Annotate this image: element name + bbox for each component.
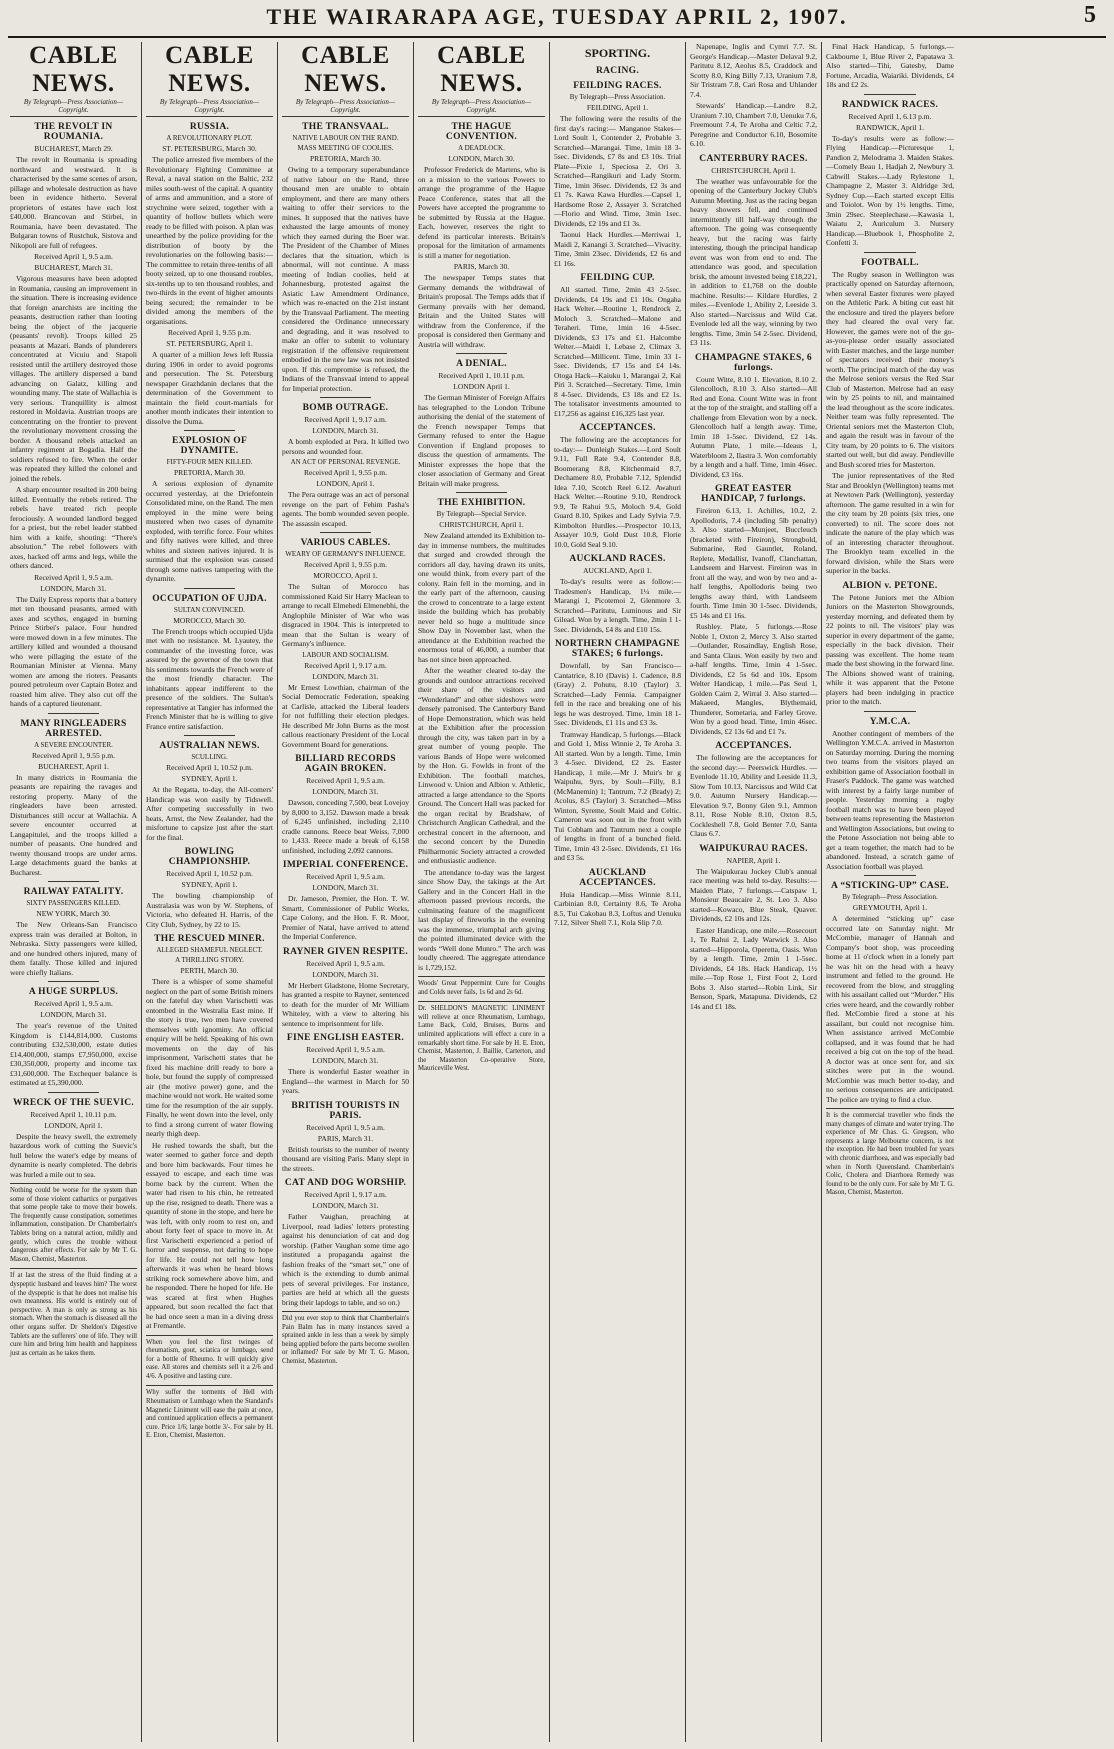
dateline: FEILDING, April 1.: [586, 103, 649, 112]
masthead-title: THE WAIRARAPA AGE, TUESDAY APRIL 2, 1907.: [266, 4, 848, 29]
article-text: Napenape, Inglis and Cymri 7.7. St. George's Handicap.—Master Delaval 9.2, Paritutu 8.12, Aeolus 8.5, Craddock and Scotty 8.0, King Billy 7.13, Uranium 7.8, Sir Tristram 7.8, Cari Rosa and Uhlander 7.4.: [690, 42, 817, 99]
article-text: The police arrested five members of the Revolutionary Fighting Committee at Reval, a naval station on the Baltic, 232 miles south-west of the capital. A quantity of arms and ammunition, and a store of strychnine were seized, together with a quantity of hollow bullets which were ready to be filled with poison. A plan was unearthed by the police providing for the distribution of booty by the revolutionaries on the following basis:—The committee to retain three-tenths of all booty seized, up to one thousand roubles, six-tenths up to ten thousand roubles, and two-thirds in the event of higher amounts being secured; the remainder to be divided among the members of the organisations.: [146, 155, 273, 326]
article-heading: A HUGE SURPLUS.: [28, 987, 119, 997]
article-text: Despite the heavy swell, the extremely hazardous work of cutting the Suevic's hull below the water's edge by means of dynamite is nearly completed. The debris was hurled a mile out to sea.: [10, 1131, 137, 1179]
received-line: Received April 1, 9.5 a.m.: [306, 958, 385, 968]
section-heading: SPORTING.: [584, 46, 651, 60]
column-7: [822, 42, 958, 1742]
divider: [320, 397, 371, 398]
article-text: The Waipukurau Jockey Club's annual race meeting was held to-day. Results:— Maiden Plate, 7 furlongs.—Catspaw 1, Monsieur Beaucaire 2, St. Leo 3. Also started—Kowaco, Blue Steak, Quaver. Dividends, £2 10s and 12s.: [690, 866, 817, 923]
article-text: The junior representatives of the Red Star and Brooklyn (Wellington) teams met at Newtown Park (Wellington), yesterday afternoon. The game resulted in a win for the city team by 20 points (six tries, one converted) to nil. The score does not indicate the nature of the play which was of an interesting character throughout. The Brooklyn team excelled in the forward division, while the Stars were superior in the backs.: [826, 471, 954, 575]
dateline: PARIS, March 31.: [317, 1133, 374, 1143]
article-text: Another contingent of members of the Wellington Y.M.C.A. arrived in Masterton on Saturday morning. During the morning two teams from the visitors played an exhibition game of Association football in Fraser's Paddock. The game was watched with interest by a fairly large number of people. Yesterday morning a rugby football match was to have been played between teams representing the Masterton and Wellington Associations, but owing to the Petone Association not being able to get a team together, the match had to be abandoned. Instead, a scratch game of Association football was played.: [826, 728, 954, 871]
divider: [456, 492, 507, 493]
article-text: He rushed towards the shaft, but the water seemed to gather force and depth and bore him backwards. Four times he essayed to escape, and each time was borne back by the current. When the water had risen to his chin, he retreated up the rise, resigned to death. There was a quantity of stone in the stope, and here he was left, with only room to rest on, and about forty feet of space to move in. At first Varischetti experienced a period of horror and suspense, not daring to hope for life. He could not tell how long afterwards it was when he heard blows striking rock somewhere above him, and he responded. There he hoped for life. He was scared at first when Hughes appeared, but soon recalled the fact that he had once seen a man in a diving dress at Fremantle.: [146, 1140, 273, 1330]
article-heading: THE TRANSVAAL.: [302, 122, 389, 132]
advertisement: Nothing could be worse for the system than some of those violent cathartics or purgatives that some people take to move their bowels. The frequently cause constipation, sometimes inflammation, constipation. Dr Chamberlain's Tablets bring on a natural action, mildly and gently, which cures the trouble without dangerous after effects. For sale by Mr T. G. Mason, Chemist, Masterton.: [10, 1183, 137, 1264]
received-line: Received April 1, 10.52 p.m.: [166, 869, 253, 878]
article-heading: Y.M.C.A.: [869, 716, 911, 727]
article-text: Easter Handicap, one mile.—Rosecourt 1, Te Rahui 2, Lady Warwick 3. Also started—Hipporola, Operetta, Oasis. Won by a length. Time, 2min 1 1-5sec. Dividends, £4 18s. Hack Handicap, 1½ mile.—Top Rose 1, First Foot 2, Lord Bobs 3. Also started—Robin Link, Sir Benson, Spark, Matapuna. Dividends, £2 14s and £1 18s.: [690, 925, 817, 1011]
article-text: Father Vaughan, preaching at Liverpool, read ladies' letters protesting against his denunciation of cat and dog worship. (Father Vaughan some time ago instituted a propaganda against the fashion freaks of the “smart set,” one of which is the extending to dumb animal pets of several privileges. For instance, parties are held at which all the guests bring their lapdogs to table, and so on.): [282, 1212, 409, 1307]
divider: [864, 875, 915, 876]
received-line: Received April 1, 9.17 a.m.: [304, 1190, 387, 1199]
dateline: NEW YORK, March 30.: [36, 909, 111, 918]
page-number: 5: [1084, 2, 1096, 28]
article-text: The Petone Juniors met the Albion Juniors on the Masterton Showgrounds, yesterday morning, and defeated them by 22 points to nil. The visitors' play was superior in every department of the game, especially in the back division. Their passing was excellent. The home team made the best showing in the forward line. The Albions showed want of training, while it was apparent that the Petone players had been indulging in practice prior to the match.: [826, 592, 954, 706]
column-4: [414, 42, 550, 1742]
dateline: LONDON, March 30.: [448, 154, 515, 163]
article-text: Rushley. Plate, 5 furlongs.—Rose Noble 1, Oxton 2, Mercy 3. Also started—Outlander, Rosaindlay, English Rose, and Santa Claus. Won easily by two and a-half lengths. Time, 1min 4 1-5sec. Dividends, £2 5s 6d and 10s. Epsom Welter Handicap, 1 mile.—Pas Seul 1, Golden Cairn 2, Wirral 3. Also started—Makaeed, Mangles, Blythemaid, Thunderer, Sometaria, and Farley Grove. Won by a good head. Time, 1min 46sec. Dividends, £2 13s 6d and £1 7s.: [690, 622, 817, 736]
article-text: In many districts in Roumania the peasants are repairing the ravages and restoring property. Many of the ringleaders have been arrested. Disturbances still occur at Wallachia. A severe encounter occurred at Langapitulei, and the troops killed a number of peasants. One hundred and twenty thousand troops are under arms. Large detachments guard the banks at Bucharest.: [10, 772, 137, 877]
article-text: A determined “sticking up” case occurred late on Saturday night. Mr McCombie, manager of Hannah and Company's boot shop, was proceeding home at 11 o'clock when in a lonely part he was hit on the head with a heavy instrument and felled to the ground. He recovered from the blow, and struggling with his assailant called out “Murder.” His cries were heard, and the cowardly robber fled. McCombie fired a stone at his assailant, but could not recognise him. When assistance arrived McCombie collapsed, and it was found that he had received a big cut on the top of the head. A doctor was at once sent for, and six stitches were put in the wound. McCombie was much better to-day, and no serious consequences are anticipated. The police are trying to find a clue.: [826, 914, 954, 1104]
article-text: The Sultan of Morocco has commissioned Kaid Sir Harry Maclean to arrange to recall Elmehedi Elmenebhi, the Anglophile Minister of War who was disgraced in 1904. This is interpreted to mean that the Sultan is weary of Germany's influence.: [282, 582, 409, 648]
article-heading: CANTERBURY RACES.: [699, 153, 808, 164]
column-byline: By Telegraph—Press Association—Copyright.: [146, 98, 273, 117]
article-text: The weather was unfavourable for the opening of the Canterbury Jockey Club's Autumn Meeting. Just as the racing began heavy showers fell, and continued intermittently till half-way through the afternoon. The going was consequently heavy, but the racing was fairly interesting, though the principal handicap event was won from end to end. The attendance was good, and speculation brisk, the amount invested being £18,221, in addition to £1,768 on the double machine. Results:— Kildare Hurdles, 2 miles.—Evenlode 1, Ability 2, Leeside 3. Also started—Narcissus and Wild Cat. Evenlode led all the way, winning by two lengths. Time, 3min 54 2-5sec. Dividend, £3 11s.: [690, 176, 817, 347]
article-heading: IMPERIAL CONFERENCE.: [282, 860, 409, 870]
dateline: LONDON April 1.: [453, 382, 510, 391]
article-heading: FOOTBALL.: [861, 257, 919, 268]
article-text: Vigorous measures have been adopted in Roumania, causing an improvement in the situation. There is increasing evidence that foreign anarchists are inciting the peasants, destruction rather than looting being the object of the jacquerie (peasants' revolt). Troops killed 25 peasants at Mazari. Bands of plunderers concentrated at Vicuiu and Stapoli resisted until the artillery destroyed those villages. The artillery dispersed a band advancing on Galatz, killing and wounding many. The state of Wallachia is very serious. Tranquillity is almost restored in Moldavia. Austrian troops are concentrating on the frontier to prevent the revolutionary movement crossing the border. A thousand rebels attacked an infantry regiment at Bogadia. Half the soldiers refused to fire. When the order was repeated they killed the colonel and joined the rebels.: [10, 274, 137, 483]
dateline: LONDON, March 31.: [312, 1201, 379, 1210]
article-subheading: MASS MEETING OF COOLIES.: [297, 144, 394, 152]
article-text: There is wonderful Easter weather in England—the warmest in March for 50 years.: [282, 1067, 409, 1095]
article-subheading: AN ACT OF PERSONAL REVENGE.: [290, 458, 401, 466]
article-heading: GREAT EASTER HANDICAP, 7 furlongs.: [701, 484, 806, 504]
article-text: The following are the acceptances for to-day:— Dunleigh Stakes.—Lord Soult 9.11, Full Rate 9.4, Contender 8.8, Boomerang 8.8, Kitchenmaid 8.7, Dechamere 8.0, Probable 7.12, Splendid Idea 7.10, Scotch Reel 6.12. Awahuri Hack Welter.—Routine 9.10, Rendrock 9.9, Te Rahui 9.5, Moloch 9.4, Gold Guard 8.10, Spikes and Lady Sylvia 7.9. Kimbolton Hurdles.—Prospector 10.13, Assayer 10.9, Gold Dust 10.8, Florie 10.0, Gold Seal 9.10.: [554, 435, 681, 549]
article-heading: THE REVOLT IN ROUMANIA.: [34, 122, 113, 142]
divider: [456, 353, 507, 354]
dateline: LONDON, March 31.: [312, 969, 379, 979]
article-subheading: A DEADLOCK.: [458, 144, 505, 152]
masthead-rule: [8, 36, 1106, 38]
section-subheading: RACING.: [595, 66, 639, 76]
column-6: [686, 42, 822, 1742]
article-subheading: By Telegraph—Press Association.: [842, 893, 938, 901]
article-text: The attendance to-day was the largest since Show Day, the takings at the Art Gallery and in the Concert Hall in the afternoon passed previous records, the culminating feature of the magnificent last display of fireworks in the evening was the immense, triumphal arch giving the pointed illuminated device with the words “Well done Munro.” The arch was loudly cheered. The aggregate attendance is 1,729,152.: [418, 867, 545, 972]
received-line: Received April 1, 9.55 p.m.: [304, 468, 387, 477]
article-subheading: A REVOLUTIONARY PLOT.: [166, 134, 253, 142]
advertisement: When you feel the first twinges of rheumatism, gout, sciatica or lumbago, send for a bottle of Rheumo. It will quickly give ease. All stores and chemists sell it a 2/6 and 4/6. A positive and lasting cure.: [146, 1335, 273, 1382]
article-heading: WRECK OF THE SUEVIC.: [12, 1097, 135, 1108]
dateline: LONDON, March 31.: [312, 883, 379, 892]
article-text: Stewards' Handicap.—Landre 8.2, Uranium 7.10, Chambert 7.0, Uenuku 7.6, Freemount 7.4, Te Aroha and Celtic 7.2, Peregrine and Conductor 6.10, Bosomite 6.10.: [690, 101, 817, 148]
received-line: Received April 1, 10.11 p.m.: [438, 371, 525, 380]
divider: [184, 588, 235, 589]
dateline: BUCHAREST, April 1.: [38, 761, 109, 771]
article-text: All started. Time, 2min 43 2-5sec. Dividends, £4 19s and £1 10s. Ongaha Hack Welter.—Routine 1, Rendrock 2, Moloch 3. Scratched—Malone and Teraheri. Time, 1min 16 4-5sec. Dividends, £3 17s and £1. Halcombe Welter.—Maidi 1, Lebase 2, Climax 3. Scratched—Millicent. Time, 1min 33 1-5sec. Dividends, £7 15s and £4 14s. Otoga Hack—Kaiuku 1, Marangai 2, Kai Piri 3. Scratched—Secretary. Time, 1min 8 4-5sec. Dividends, £3 18s and £2 1s. The totalisator investments amounted to £17,256 as against £16,325 last year.: [554, 285, 681, 418]
article-text: Taonui Hack Hurdles.—Merriwai 1, Maidi 2, Kanangi 3. Scratched—Vivacity. Time, 3min 23sec. Dividends, £2 6s and £1 16s.: [554, 230, 681, 268]
article-heading: RAYNER GIVEN RESPITE.: [283, 946, 408, 957]
article-text: The newspaper Temps states that Germany demands the withdrawal of Britain's proposal. The Temps adds that if Germany prevails with her demand, Britain and the United States will withdraw from the Conference, if the proposal is considered then Germany and Austria will withdraw.: [418, 273, 545, 349]
article-subheading: FIFTY-FOUR MEN KILLED.: [166, 458, 253, 466]
divider: [184, 735, 235, 736]
article-text: Final Hack Handicap, 5 furlongs.—Cakbourne 1, Blue River 2, Papatawa 3. Also started—Tihi, Gatesby, Dame Fortune, Arcadia, Waiariki. Dividends, £4 18s and £2 2s.: [826, 42, 954, 89]
column-byline: By Telegraph—Press Association—Copyright.: [10, 98, 137, 117]
dateline: LONDON, April 1.: [44, 1120, 103, 1130]
column-heading: CABLE NEWS.: [165, 42, 254, 97]
dateline: MOROCCO, April 1.: [313, 571, 378, 580]
article-text: The following were the results of the first day's racing:— Manganoe Stakes—Lord Soult 1, Contender 2, Probable 3. Scratched—Marangai. Time, 1min 18 3-5sec. Dividends, £7 8s and £3 10s. Trial Plate—Pixie 1, Speciosa 2, Ori 3. Scratched—Rangikuri and Lady Storm. Time, 1min 36sec. Dividends, £2 3s and £1 7s. Kawa Kawa Hurdles.—Capsel 1, Hardsome Rose 2, Assayer 3. Scratched—Florio and Wind. Time, 3min 1sec. Dividends, £2 19s and £1 3s.: [554, 114, 681, 228]
divider: [48, 713, 99, 714]
dateline: SYDNEY, April 1.: [181, 880, 238, 889]
article-heading: FEILDING CUP.: [580, 273, 655, 283]
article-text: A quarter of a million Jews left Russia during 1906 in order to avoid pogroms and persecution. The St. Petersburg newspaper Grazhdanin declares that the determination of the Government to maintain the field court-martials for another month indicates their intention to dissolve the Duma.: [146, 350, 273, 426]
columns: [6, 42, 1108, 1742]
article-text: To-day's results were as follow:— Tradesmen's Handicap, 1¼ mile.—Marangi 1, Picotemoi 2, Glenmore 3. Scratched—Paritutu, Luminous and Sir Gilead. Won by a length. Time, 2min 1 1-5sec. Dividends, £4 8s and £10 15s.: [554, 577, 681, 634]
dateline: CHRISTCHURCH, April 1.: [439, 520, 524, 529]
article-text: The following are the acceptances for the second day:— Peerswick Hurdles. — Evenlode 11.10, Ability and Leeside 11.3, Slow Tom 10.13, Narcissus and Wild Cat 9.0. Autumn Nursery Handicap.—Elevation 9.7, Bonny Glen 9.1, Ammon 8.11, Rose Noble 8.10, Oxton 8.5, Cockleshell 7.8, Gold Benter 7.0, Santa Claus 6.7.: [690, 753, 817, 838]
article-heading: AUCKLAND RACES.: [569, 554, 666, 564]
received-line: Received April 1, 6.13 p.m.: [848, 111, 932, 121]
article-heading: CAT AND DOG WORSHIP.: [284, 1178, 407, 1188]
article-heading: BILLIARD RECORDS AGAIN BROKEN.: [295, 754, 396, 774]
advertisement: If at last the stress of the fluid finding at a dyspeptic husband and leaves him? The worst of the dyspeptic is that he does not realise his own meanness. His world is entirely out of perspective. A man is only as strong as his stomach. When the stomach is diseased all the other organs suffer. Dr Sheldon's Digestive Tablets are the sufferers' one of life. They will cure him and bring him health and happiness just as certain as he takes them.: [10, 1268, 137, 1358]
article-text: The bowling championship of Australasia was won by W. Stephens, of Victoria, who defeated H. Harris, of the City Club, Sydney, by 22 to 15.: [146, 891, 273, 929]
divider: [48, 1092, 99, 1093]
dateline: LONDON, April 1.: [316, 479, 375, 488]
article-subheading: NATIVE LABOUR ON THE RAND.: [292, 134, 399, 142]
article-heading: BOWLING CHAMPIONSHIP.: [168, 847, 251, 867]
article-heading: ACCEPTANCES.: [579, 423, 656, 433]
received-line: Received April 1, 9.17 a.m.: [304, 415, 387, 424]
article-subheading: ALLEGED SHAMEFUL NEGLECT.: [156, 946, 263, 954]
article-heading: CHAMPAGNE STAKES, 6 furlongs.: [695, 352, 812, 373]
divider: [864, 711, 915, 712]
article-text: Tramway Handicap, 5 furlongs.—Black and Gold 1, Miss Winnie 2, Te Aroha 3. All started. Won by a length. Time, 1min 3 4-5sec. Dividend, £2 2s. Easter Handicap, 1 mile.—Mr J. Muir's br g Waipuhu, 9yrs, by Soult—Filly, 8.1 (McManemin) 1; Tantrum, 7.2 (Brady) 2; Acolus, 8.5 (Taylor) 3. Scratched—Miss Winton, Syreme, Soult Maid and Celtic. Cameron was soon out in the front with Tui Cobham and Tantrum next a couple of lengths in front of a bunched field. Time, 1min 43 2-5sec. Dividends, £1 16s and £3 5s.: [554, 729, 681, 862]
column-3: [278, 42, 414, 1742]
article-text: At the Regatta, to-day, the All-comers' Handicap was won easily by Tidswell. After competing successfully in two heats, Arnst, the New Zealander, had the misfortune to capsize just after the start for the final.: [146, 785, 273, 842]
article-text: Fireiron 6.13, 1. Achilles, 10.2, 2. Apollodoris, 7.4 (including 5lb penalty) 3. Also started—Munjeet, Buccleuch (bracketed with Fireiron), Strongbold, Submarine, Red Gauntlet, Roland, Replete, Medallist, Ivanoff, Clanchattan, Landseem and Harvest. Fireiron was in front all the way, and won by two and a-half lengths, Apollodoris being two lengths away third, with Landseem fourth. Time 1min 30 1-5sec. Dividends, £5 14s and £1 16s.: [690, 506, 817, 620]
article-text: The Rugby season in Wellington was practically opened on Saturday afternoon, when several Easter fixtures were played on the Athletic Park. A biting cut east hit the enclosure and tired the players before they had cleared the oval very far. However, the games were not of the go-as-you-please order usually associated with Easter matches, and the large number of spectators received their money's worth. The principal match of the day was the Melrose seniors versus the Red Star Club of Masterton. Melrose had an easy win by 25 points to nil, and maintained the lead throughout as the score indicates. Neither team was fully represented. The Oriental seniors met the Masterton Club, and again the result was in favour of the City team, by 20 points to 6. The visitors started out well, but did away. Pendleville and Bush scored tries for Masterton.: [826, 269, 954, 469]
article-heading: A DENIAL.: [456, 359, 507, 369]
article-subheading: SIXTY PASSENGERS KILLED.: [26, 899, 121, 907]
article-text: A serious explosion of dynamite occurred yesterday, at the Driefontein Consolidated mine, on the Rand. The men employed in the mine were being mustered when two cases of dynamite exploded, with terrific force. Four whites and fifty natives were killed, and three whites and sixteen natives injured. It is surmised that the explosion was caused through some natives tampering with the dynamite.: [146, 479, 273, 583]
article-heading: RUSSIA.: [189, 122, 230, 132]
dateline: RANDWICK, April 1.: [856, 122, 924, 132]
article-heading: THE RESCUED MINER.: [154, 934, 265, 944]
received-line: Received April 1, 9.5 a.m.: [306, 1122, 385, 1132]
received-line: Received April 1, 9.55 p.m.: [304, 560, 387, 569]
divider: [184, 430, 235, 431]
article-subheading: A THRILLING STORY.: [175, 956, 244, 964]
advertisement: It is the commercial traveller who finds the many changes of climate and water trying. The experience of Mr Chas. G. Gregson, who represents a large Melbourne concern, is not the exception. He had been troubled for years with chronic diarrhoea, and was especially bad when in North Queensland. Chamberlain's Colic, Cholera and Diarrhoea Remedy was found to be the only cure. For sale by Mr T. G. Mason, Chemist, Masterton.: [826, 1108, 954, 1198]
article-subheading: LABOUR AND SOCIALISM.: [302, 650, 389, 659]
dateline: LONDON, March 31.: [312, 1056, 379, 1065]
article-text: The New Orleans-San Francisco express train was derailed at Bolton, in Nebraska. Sixty passengers were killed, and one hundred others injured, many of them fatally. Those killed and injured were chiefly Italians.: [10, 920, 137, 977]
article-text: To-day's results were as follow:— Flying Handicap.—Picturesque 1, Pandion 2, Melodrama 3. Maiden Stakes.—Comely Beau 1, Hadjah 2, Newbury 3. Cabwill Stakes.—Lady Rylestone 1, Champagne 2, Master 3. Aldridge 3rd, Sydney Cup.—Each started except Ellis and Toiolot. Won by 1½ lengths. Time, 3min 29sec. Steeplechase.—Kawasia 1, Waiatu 2, Auriculum 3. Nursery Handicap.—Bluebook 1, Phospholite 2, Confetti 3.: [826, 133, 954, 247]
dateline: PRETORIA, March 30.: [173, 468, 246, 477]
dateline: CHRISTCHURCH, April 1.: [711, 165, 796, 175]
article-text: Mr Herbert Gladstone, Home Secretary, has granted a respite to Rayner, sentenced to death for the murder of Mr William Whiteley, with a view to altering his sentence to imprisonment for life.: [282, 980, 409, 1028]
column-heading: CABLE NEWS.: [301, 42, 390, 97]
divider: [864, 252, 915, 253]
divider: [320, 532, 371, 533]
article-subheading: By Telegraph—Press Association.: [569, 93, 666, 101]
article-heading: OCCUPATION OF UJDA.: [152, 593, 267, 604]
article-text: Downfall, by San Francisco—Cantatrice, 8.10 (Davis) 1. Cadence, 8.8 (Gray) 2. Pohutu, 8.10 (Taylor) 3. Scratched—Lady Fennia. Campaigner fell in the race and breaking one of his legs he was destroyed. Time, 1min 18 1-5sec. Dividends, £1 11s and £3 3s.: [554, 661, 681, 727]
article-heading: AUCKLAND ACCEPTANCES.: [579, 867, 656, 888]
dateline: LONDON, March 31.: [40, 1010, 107, 1019]
dateline: PARIS, March 30.: [453, 262, 510, 271]
article-heading: WAIPUKURAU RACES.: [699, 843, 808, 854]
article-text: Count Witte, 8.10 1. Elevation, 8.10 2. Glencolloch, 8.10 3. Also started—All Red and Eona. Count Witte was in front at the top of the straight, and stalling off a challenge from Elevation won by a neck. Glencolloch half a length away. Time, 1min 18 1-5sec. Dividend, £2 14s. Autumn Plate, 1 mile.—Ideaus 1, Waterbloom 2, Ilastra 3. Won comfortably by a length and a half. Time, 1min 46sec. Dividend, £3 16s.: [690, 374, 817, 479]
advertisement: Woods' Great Peppermint Cure for Coughs and Colds never fails, 1s 6d and 2s 6d.: [418, 976, 545, 997]
received-line: Received April 1, 10.11 p.m.: [30, 1109, 117, 1119]
article-text: Mr Ernest Lowthian, chairman of the Social Democratic Federation, speaking at Carlisle, attacked the Liberal leaders for not fulfilling their election pledges. He described Mr John Burns as the most callous reactionary President of the Local Government Board for generations.: [282, 682, 409, 749]
article-text: The French troops which occupied Ujda met with no resistance. M. Lyautey, the commander of the investing force, was assured by the governor of the town that his sentiments towards the French were of the most friendly character. The inhabitants appear indifferent to the presence of the soldiers. The Sultan's representative at Tangier has informed the French Minister that he is willing to give France entire satisfaction.: [146, 626, 273, 731]
article-text: New Zealand attended its Exhibition to-day in immense numbers, the multitudes that surged and crowded through the corridors all day, having drawn its units, one would think, from every part of the colony. Rain fell in the morning, and in the early part of the afternoon, causing the crowd to concentrate to a large extent inside the building which has probably never held so huge a multitude since Show Day in November last, when the attendance at the Exhibition reached the enormous total of 46,000, a number that has not since been approached.: [418, 531, 545, 664]
divider: [48, 881, 99, 882]
dateline: LONDON, March 31.: [312, 787, 379, 796]
article-heading: MANY RINGLEADERS ARRESTED.: [20, 718, 127, 739]
received-line: Received April 1, 9.55 p.m.: [168, 328, 251, 337]
dateline: BUCHAREST, March 29.: [34, 144, 113, 153]
article-text: A sharp encounter resulted in 200 being killed. Eventually the rebels retired. The rebels have treated rich people ferociously. A wounded landlord begged for a priest, but the rebel leader stabbed him with a knife, shouting: “There's absolution.” The rebel followers with axes, hacked off arms and legs, while the others danced.: [10, 485, 137, 570]
article-text: British tourists to the number of twenty thousand are visiting Paris. Many slept in the streets.: [282, 1144, 409, 1173]
article-heading: THE EXHIBITION.: [437, 498, 526, 508]
dateline: BUCHAREST, March 31.: [34, 263, 113, 272]
divider: [48, 981, 99, 982]
article-heading: VARIOUS CABLES.: [300, 538, 391, 548]
article-heading: EXPLOSION OF DYNAMITE.: [171, 436, 248, 456]
dateline: LONDON, March 31.: [312, 671, 379, 681]
article-subheading: By Telegraph—Special Service.: [436, 510, 527, 518]
column-5: [550, 42, 686, 1742]
dateline: PRETORIA, March 30.: [309, 154, 382, 163]
article-subheading: A SEVERE ENCOUNTER.: [34, 740, 113, 749]
divider: [864, 94, 915, 95]
article-heading: THE HAGUE CONVENTION.: [445, 122, 518, 142]
received-line: Received April 1, 9.5 a.m.: [306, 776, 385, 785]
received-line: Received April 1, 9.5 a.m.: [34, 252, 113, 261]
dateline: PERTH, March 30.: [180, 966, 239, 975]
column-byline: By Telegraph—Press Association—Copyright.: [418, 98, 545, 117]
received-line: Received April 1, 9.5 a.m.: [306, 1045, 385, 1054]
article-heading: FINE ENGLISH EASTER.: [286, 1033, 405, 1043]
dateline: LONDON, March 31.: [312, 426, 379, 435]
article-heading: ALBION v. PETONE.: [842, 580, 938, 591]
article-heading: RANDWICK RACES.: [841, 99, 939, 110]
article-text: Huia Handicap.—Miss Winnie 8.11, Carbinian 8.0, Certainty 8.6, Te Aroha 8.5, Tui Cakobau 8.3, Loftus and Uenuku 7.12, Silver Shell 7.1, Kola Slip 7.0.: [554, 889, 681, 927]
article-text: Professor Frederick de Martens, who is on a mission to the various Powers to arrange the programme of the Hague Peace Conference, states that all the Powers have accepted the programme to be submitted by Russia at the Hague. Each, however, reserves the right to defend its particular interests. Britain's proposal for the limitation of armaments is still a matter for negotiation.: [418, 165, 545, 260]
article-subheading: SCULLING.: [191, 753, 228, 761]
dateline: ST. PETERSBURG, March 30.: [162, 144, 257, 153]
masthead: [0, 0, 1114, 34]
dateline: LONDON, March 31.: [40, 583, 107, 593]
article-heading: RAILWAY FATALITY.: [23, 887, 124, 897]
article-heading: FEILDING RACES.: [573, 81, 662, 91]
dateline: AUCKLAND, April 1.: [583, 566, 652, 575]
article-subheading: SULTAN CONVINCED.: [173, 605, 246, 614]
dateline: NAPIER, April 1.: [726, 855, 781, 865]
received-line: Received April 1, 9.5 a.m.: [34, 999, 113, 1008]
column-byline: By Telegraph—Press Association—Copyright.: [282, 98, 409, 117]
article-heading: ACCEPTANCES.: [715, 741, 792, 751]
article-text: The year's revenue of the United Kingdom is £144,814,000. Customs contributing £32,530,000, estate duties £14,400,000, stamps £7,950,000, excise £30,350,000, property and income tax £31,600,000. The Exchequer balance is estimated at £5,390,000.: [10, 1021, 137, 1087]
received-line: Received April 1, 9.17 a.m.: [304, 660, 387, 670]
dateline: SYDNEY, April 1.: [181, 774, 238, 783]
advertisement: Why suffer the torments of Hell with Rheumatism or Lumbago when the Standard's Magnetic Liniment will ease the pain at once, and continued application effects a permanent cure. Price 1/6; large bottle 3/-. For sale by H. E. Eton, Chemist, Masterton.: [146, 1385, 273, 1441]
advertisement: Dr. SHELDON'S MAGNETIC LINIMENT will relieve at once Rheumatism, Lumbago, Lame Back, Cold, Bruises, Burns and unlimited applications will effect a cure in a remarkably short time. For sale by H. E. Eton, Chemist, Masterton, J. Baillie, Carterton, and the Masterton Co-operative Store, Mauriceville West.: [418, 1001, 545, 1074]
article-text: After the weather cleared to-day the grounds and outdoor attractions received their share of the visitors and “Wonderland” and other sideshows were densely patronised. The Canterbury Band of Hope Demonstration, which was held at the Exhibition after the procession through the city, was taken part in by a great number of young people. The various Bands of Hope were welcomed by the Hon. G. Fowlds in front of the Exhibition. The football matches, Linwood v. Union and Albion v. Athletic, attracted a large attendance to the Sports Ground. The Concert Hall was packed for the organ recital by Bradshaw, of Christchurch Anglican Cathedral, and the orchestral concert in the afternoon, and the second concert by the Dunedin Philharmonic Society attracted a crowded and enthusiastic audience.: [418, 666, 545, 865]
article-text: The Daily Express reports that a battery met ten thousand peasants, armed with axes and scythes, engaged in burning Prince Stirbei's palace. Four hundred were mowed down in a few minutes. The artillery killed and wounded a thousand who were pillaging the estate of the Roumanian Minister at Vienna. Many women are among the rioters. Peasants poured petroleum over Captain Botez and roasted him alive. They also cut off the hands of a captured lieutenant.: [10, 594, 137, 708]
dateline: MOROCCO, March 30.: [173, 615, 246, 625]
article-heading: BOMB OUTRAGE.: [302, 403, 389, 413]
column-2: [142, 42, 278, 1742]
article-heading: BRITISH TOURISTS IN PARIS.: [291, 1100, 400, 1121]
column-1: [6, 42, 142, 1742]
article-heading: AUSTRALIAN NEWS.: [159, 741, 260, 751]
received-line: Received April 1, 9.5 a.m.: [34, 572, 113, 582]
article-text: Dawson, conceding 7,500, beat Lovejoy by 8,000 to 3,152. Dawson made a break of 6,245 unfinished, including 2,110 cradle cannons. Reece beat Weiss, 7,000 to 1,433. Reece made a break of 6,158 unfinished, including 2,092 cannons.: [282, 798, 410, 855]
article-text: There is a whisper of some shameful neglect on the part of some British miners on the fateful day when Varischetti was entombed in the Westralia East mine. If the story is true, two men have covered themselves with ignominy. An official enquiry will be held. Speaking of his own movements on the day of his imprisonment, Varischetti states that he fixed his machine drill ready to bore a hole, but found the supply of compressed air (the motive power) gone, and the machine would not work. He waited some time for the resumption of the air supply. Finally, he went down into the level, only to find a strong current of water flowing nearly thigh deep.: [146, 977, 273, 1138]
article-text: The German Minister of Foreign Affairs has telegraphed to the London Tribune authorising the denial of the statement of the French newspaper Temps that Germany refused to enter the Hague Convention if England proposes to discuss the question of armaments. The Minister expresses the hope that the closer association of Germany and Great Britain will make progress.: [418, 393, 545, 488]
dateline: GREYMOUTH, April 1.: [852, 903, 928, 912]
article-text: Owing to a temporary superabundance of native labour on the Rand, three thousand men are unable to obtain employment, and there are many others waiting to offer their services to the mines. It supposed that the natives have exhausted the large amounts of money which they earned during the Boer war. The President of the Chamber of Mines declares that the situation, which is abnormal, will not continue. A mass meeting of Indian coolies, held at Johannesburg, protested against the Asiatic Law Amendment Ordinance, which was re-enacted on the 21st instant by the Transvaal Parliament. The meeting considered the Ordinance unnecessary and degrading, and it was resolved to make an offer to submit to voluntary registration if the offensive requirement embodied in the new law was not insisted upon. If this compromise is refused, the Indians of the Transvaal intend to appeal for Imperial protection.: [282, 165, 409, 393]
received-line: Received April 1, 9.5 a.m.: [306, 872, 385, 881]
article-text: The revolt in Roumania is spreading northward and westward. It is characterised by the same scenes of arson, pillage and wholesale destruction as have been in evidence hitherto. Several proprietors of estates have each lost £40,000. Brancovan and Stirbei, in Roumania, have been devastated. The Bulgaran towns of Rustchuk, Sistova and Nikopoli are full of refugees.: [10, 155, 137, 250]
received-line: Received April 1, 10.52 p.m.: [166, 763, 253, 772]
article-heading: NORTHERN CHAMPAGNE STAKES; 6 furlongs.: [555, 639, 680, 659]
article-text: Dr. Jameson, Premier, the Hon. T. W. Smartt, Commissioner of Public Works, Cape Colony, and the Hon. F. R. Moor, Premier of Natal, have arrived to attend the Imperial Conference.: [282, 894, 409, 941]
article-text: A bomb exploded at Pera. It killed two persons and wounded four.: [282, 437, 409, 456]
article-text: The Pera outrage was an act of personal revenge on the part of Fehim Pasha's agents. The bomb wounded seven people. The assassin escaped.: [282, 490, 409, 528]
column-heading: CABLE NEWS.: [29, 42, 118, 97]
advertisement: Did you ever stop to think that Chamberlain's Pain Balm has in many instances saved a sprained ankle in less than a week by simply being applied before the parts become swollen or inflamed? For sale by Mr T. G. Mason, Chemist, Masterton.: [282, 1311, 409, 1367]
received-line: Received April 1, 9.55 p.m.: [32, 750, 115, 760]
article-subheading: WEARY OF GERMANY'S INFLUENCE.: [285, 550, 406, 558]
article-heading: A “STICKING-UP” CASE.: [831, 881, 949, 891]
column-heading: CABLE NEWS.: [437, 42, 526, 97]
dateline: ST. PETERSBURG, April 1.: [166, 339, 253, 348]
